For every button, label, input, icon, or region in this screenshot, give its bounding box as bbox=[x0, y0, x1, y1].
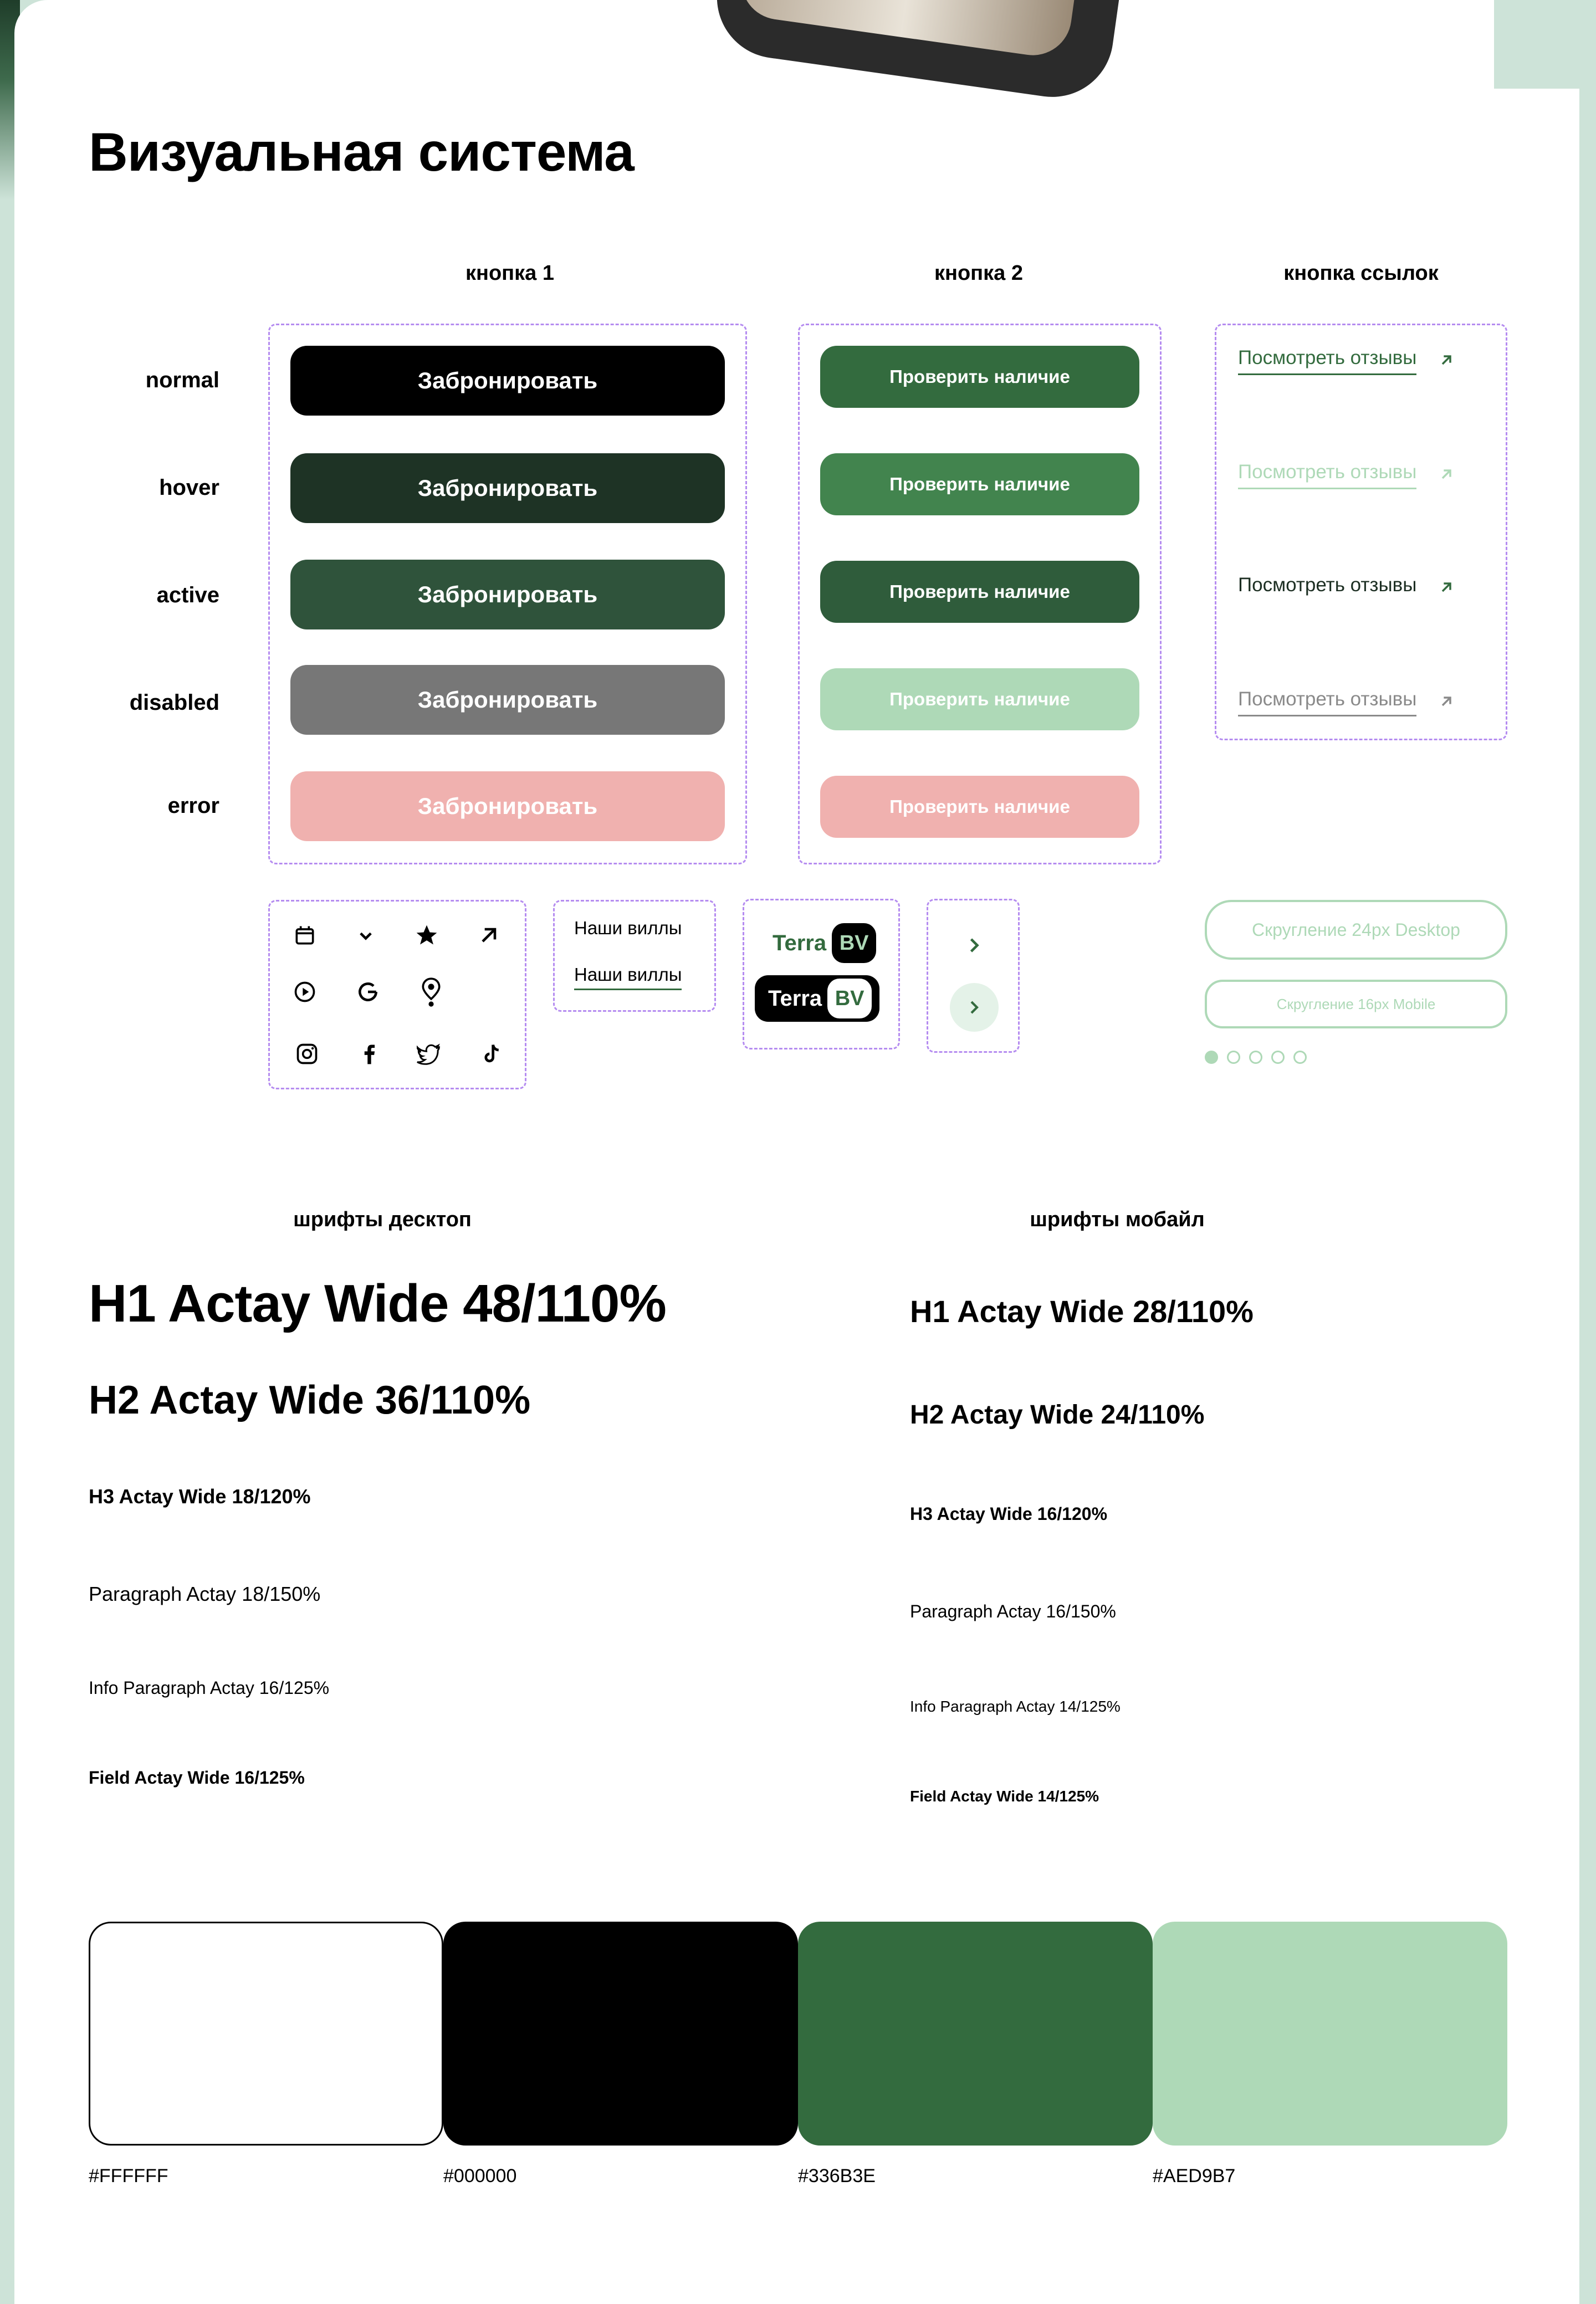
reviews-link-active[interactable] bbox=[1238, 574, 1454, 601]
calendar-icon bbox=[293, 923, 317, 948]
facebook-icon bbox=[357, 1042, 381, 1066]
terra-bv-logo-light[interactable] bbox=[759, 920, 884, 966]
swatch-hex-label: #AED9B7 bbox=[1153, 2165, 1236, 2187]
swatch-hex-label: #336B3E bbox=[798, 2165, 876, 2187]
logo-mark: BV bbox=[832, 923, 876, 963]
page-title: Визуальная система bbox=[89, 121, 634, 182]
nav-link-villas-hover[interactable]: Наши виллы bbox=[574, 964, 682, 990]
arrow-up-right-icon bbox=[1439, 352, 1454, 368]
mobile-info-sample: Info Paragraph Actay 14/125% bbox=[910, 1698, 1121, 1715]
mobile-field-sample: Field Actay Wide 14/125% bbox=[910, 1788, 1099, 1805]
swatch-green bbox=[798, 1922, 1153, 2146]
reviews-link-normal[interactable] bbox=[1238, 347, 1454, 375]
desktop-h2-sample: H2 Actay Wide 36/110% bbox=[89, 1378, 531, 1422]
check-button-normal[interactable]: Проверить наличие bbox=[820, 346, 1139, 408]
reviews-link-label: Посмотреть отзывы bbox=[1238, 347, 1416, 375]
arrow-up-right-icon bbox=[477, 923, 501, 948]
reviews-link-label: Посмотреть отзывы bbox=[1238, 574, 1417, 596]
swatch-hex-label: #FFFFFF bbox=[89, 2165, 168, 2187]
check-button-error[interactable]: Проверить наличие bbox=[820, 776, 1139, 838]
logo-word: Terra bbox=[768, 986, 822, 1011]
pagination-dot[interactable] bbox=[1227, 1051, 1240, 1064]
chevron-right-icon bbox=[963, 996, 985, 1018]
arrow-up-right-icon bbox=[1439, 580, 1454, 595]
button-2-heading: кнопка 2 bbox=[934, 262, 1023, 285]
mobile-h2-sample: H2 Actay Wide 24/110% bbox=[910, 1400, 1205, 1430]
state-label-error: error bbox=[167, 793, 219, 818]
desktop-info-sample: Info Paragraph Actay 16/125% bbox=[89, 1678, 330, 1698]
mobile-fonts-heading: шрифты мобайл bbox=[1030, 1208, 1205, 1231]
book-button-hover[interactable]: Забронировать bbox=[290, 453, 725, 523]
chevron-right-icon[interactable] bbox=[962, 933, 986, 958]
star-icon bbox=[415, 923, 439, 948]
pagination-dot[interactable] bbox=[1293, 1051, 1307, 1064]
state-label-hover: hover bbox=[159, 475, 219, 500]
swatch-black bbox=[443, 1922, 798, 2146]
next-slide-button[interactable] bbox=[950, 983, 999, 1032]
arrow-up-right-icon bbox=[1439, 694, 1454, 709]
chevron-down-icon bbox=[354, 923, 378, 948]
instagram-icon bbox=[295, 1042, 319, 1066]
nav-link-frame bbox=[553, 900, 716, 1012]
map-pin-icon bbox=[419, 976, 443, 1007]
google-icon bbox=[356, 980, 380, 1004]
link-button-frame bbox=[1215, 324, 1507, 740]
arrow-up-right-icon bbox=[1439, 467, 1454, 482]
swatch-white bbox=[89, 1922, 443, 2146]
check-button-active[interactable]: Проверить наличие bbox=[820, 561, 1139, 623]
mobile-paragraph-sample: Paragraph Actay 16/150% bbox=[910, 1601, 1116, 1621]
desktop-h1-sample: H1 Actay Wide 48/110% bbox=[89, 1274, 666, 1333]
pagination-dot[interactable] bbox=[1271, 1051, 1285, 1064]
reviews-link-disabled[interactable] bbox=[1238, 688, 1454, 716]
swatch-hex-label: #000000 bbox=[443, 2165, 517, 2187]
desktop-fonts-heading: шрифты десктоп bbox=[293, 1208, 472, 1231]
state-label-disabled: disabled bbox=[129, 690, 219, 715]
book-button-normal[interactable]: Забронировать bbox=[290, 346, 725, 416]
play-circle-icon bbox=[293, 980, 317, 1004]
reviews-link-hover[interactable] bbox=[1238, 461, 1454, 489]
twitter-icon bbox=[417, 1042, 441, 1066]
card-notch bbox=[1494, 0, 1579, 89]
logo-mark: BV bbox=[827, 979, 872, 1018]
rounding-mobile-sample[interactable]: Скругление 16px Mobile bbox=[1205, 980, 1507, 1028]
pagination-dot-active[interactable] bbox=[1205, 1051, 1218, 1064]
book-button-disabled[interactable]: Забронировать bbox=[290, 665, 725, 735]
desktop-paragraph-sample: Paragraph Actay 18/150% bbox=[89, 1583, 321, 1605]
mobile-h1-sample: H1 Actay Wide 28/110% bbox=[910, 1294, 1254, 1329]
book-button-error[interactable]: Забронировать bbox=[290, 771, 725, 841]
book-button-active[interactable]: Забронировать bbox=[290, 560, 725, 629]
rounding-desktop-sample[interactable]: Скругление 24px Desktop bbox=[1205, 900, 1507, 960]
terra-bv-logo-dark[interactable] bbox=[755, 975, 879, 1022]
check-button-disabled[interactable]: Проверить наличие bbox=[820, 668, 1139, 730]
state-label-active: active bbox=[156, 583, 219, 607]
swatch-light-green bbox=[1153, 1922, 1507, 2146]
desktop-h3-sample: H3 Actay Wide 18/120% bbox=[89, 1485, 311, 1508]
nav-link-villas[interactable]: Наши виллы bbox=[574, 918, 682, 938]
state-label-normal: normal bbox=[145, 368, 219, 392]
check-button-hover[interactable]: Проверить наличие bbox=[820, 453, 1139, 515]
desktop-field-sample: Field Actay Wide 16/125% bbox=[89, 1768, 305, 1788]
tiktok-icon bbox=[479, 1042, 503, 1066]
button-1-heading: кнопка 1 bbox=[466, 262, 554, 285]
reviews-link-label: Посмотреть отзывы bbox=[1238, 461, 1416, 489]
mobile-h3-sample: H3 Actay Wide 16/120% bbox=[910, 1504, 1108, 1524]
pagination-dot[interactable] bbox=[1249, 1051, 1262, 1064]
link-button-heading: кнопка ссылок bbox=[1283, 262, 1439, 285]
logo-word: Terra bbox=[773, 930, 827, 955]
reviews-link-label: Посмотреть отзывы bbox=[1238, 688, 1416, 716]
